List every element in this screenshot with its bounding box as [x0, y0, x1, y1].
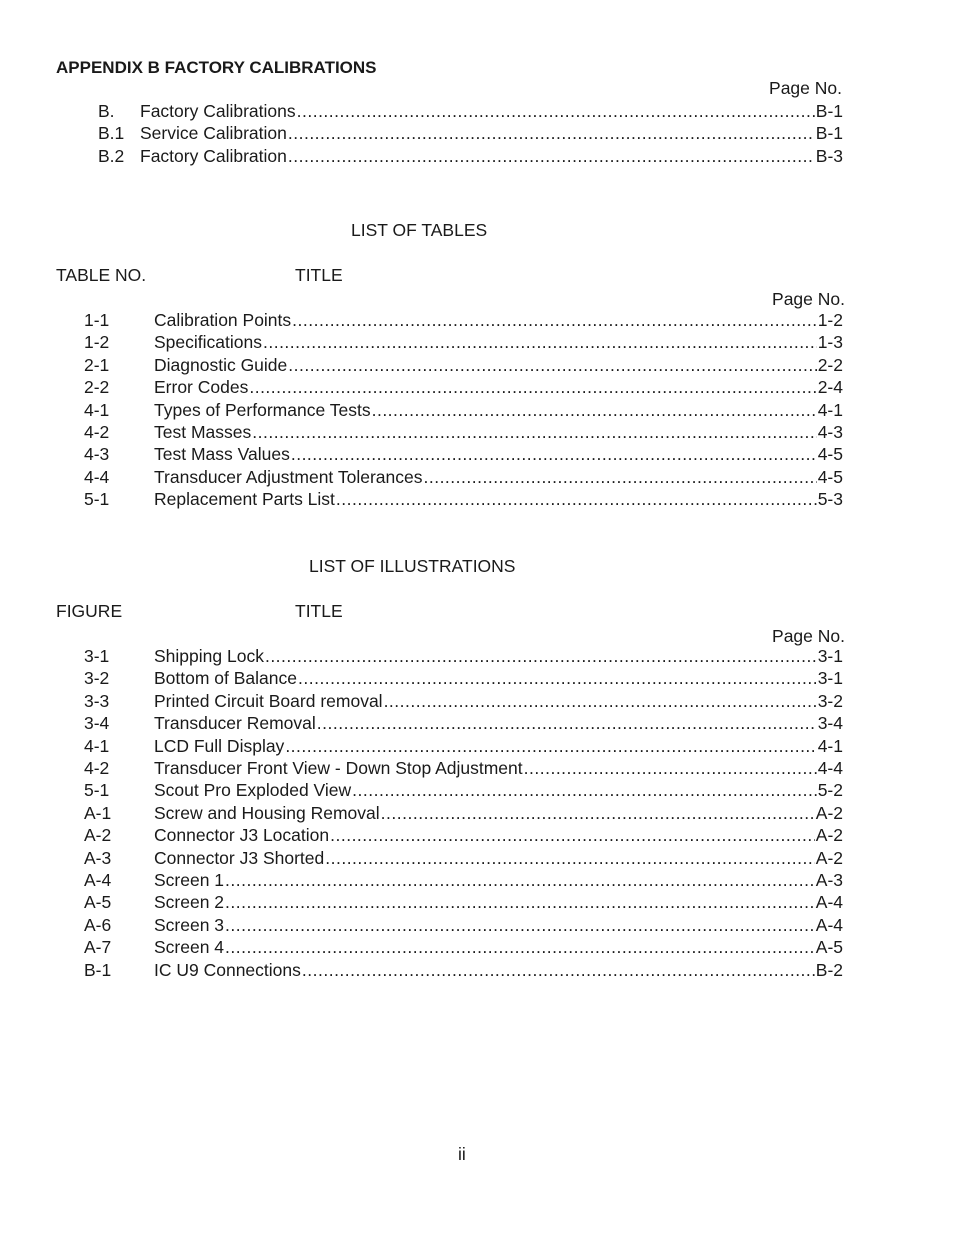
toc-entry [84, 959, 843, 981]
entry-page: B-2 [815, 959, 843, 980]
dot-leader [225, 891, 815, 913]
toc-entry [84, 690, 843, 712]
illustrations-col-no: FIGURE [56, 601, 123, 621]
entry-page: B-3 [815, 145, 843, 166]
dot-leader [336, 488, 817, 510]
entry-title: Scout Pro Exploded View [154, 780, 352, 801]
toc-entry [84, 309, 843, 331]
entry-number: 5-1 [84, 489, 110, 510]
entry-number: 3-1 [84, 646, 110, 666]
illustrations-col-title: TITLE [295, 601, 343, 621]
toc-entry [84, 712, 843, 734]
entry-title: Screen 4 [154, 937, 225, 958]
dot-leader [252, 421, 816, 443]
toc-entry [84, 667, 843, 689]
entry-number: B. [98, 101, 115, 121]
entry-number: 4-2 [84, 758, 110, 778]
entry-page: B-1 [815, 123, 843, 144]
dot-leader [302, 959, 815, 981]
entry-number: 4-2 [84, 422, 110, 442]
entry-number: A-5 [84, 892, 112, 913]
toc-entry [98, 122, 843, 144]
entry-page: A-4 [815, 892, 843, 913]
entry-title: Shipping Lock [154, 646, 264, 666]
entry-title: Factory Calibrations [140, 101, 296, 121]
entry-page: 1-2 [817, 310, 843, 330]
tables-page-no-label: Page No. [772, 289, 845, 309]
dot-leader [288, 145, 815, 167]
dot-leader [372, 399, 817, 421]
entry-number: 2-1 [84, 354, 110, 375]
entry-page: 3-1 [817, 646, 843, 666]
entry-number: 4-3 [84, 444, 110, 465]
entry-title: Calibration Points [154, 310, 292, 330]
toc-entry [84, 399, 843, 421]
entry-number: A-2 [84, 825, 112, 846]
entry-title: Transducer Removal [154, 713, 316, 734]
dot-leader [292, 309, 817, 331]
toc-entry [84, 779, 843, 801]
entry-number: B-1 [84, 959, 112, 980]
appendix-heading: APPENDIX B FACTORY CALIBRATIONS [56, 58, 377, 77]
entry-page: A-2 [815, 847, 843, 868]
dot-leader [330, 824, 815, 846]
entry-title: Specifications [154, 332, 262, 353]
dot-leader [297, 100, 815, 122]
toc-entry [84, 488, 843, 510]
dot-leader [317, 712, 817, 734]
dot-leader [288, 122, 815, 144]
toc-entry [98, 100, 843, 122]
toc-entry [84, 443, 843, 465]
entry-title: IC U9 Connections [154, 959, 301, 980]
entry-page: 2-4 [817, 377, 843, 398]
entry-page: B-1 [815, 101, 843, 121]
toc-entry [84, 645, 843, 667]
entry-title: Connector J3 Location [154, 825, 330, 846]
entry-number: 4-1 [84, 735, 110, 756]
dot-leader [524, 757, 817, 779]
entry-page: 4-5 [817, 466, 843, 487]
entry-title: Service Calibration [140, 123, 287, 144]
entry-number: A-6 [84, 914, 112, 935]
dot-leader [265, 645, 817, 667]
entry-title: Printed Circuit Board removal [154, 690, 383, 711]
entry-number: 2-2 [84, 377, 110, 398]
toc-entry [84, 331, 843, 353]
dot-leader [285, 735, 816, 757]
dot-leader [249, 376, 816, 398]
entry-title: Screen 1 [154, 870, 225, 890]
toc-entry [84, 802, 843, 824]
entry-title: Transducer Front View - Down Stop Adjustment [154, 758, 523, 778]
dot-leader [288, 354, 816, 376]
illustrations-heading: LIST OF ILLUSTRATIONS [309, 556, 516, 576]
entry-number: A-1 [84, 802, 112, 823]
entry-page: 1-3 [817, 332, 843, 353]
entry-number: B.2 [98, 145, 125, 166]
entry-page: 4-1 [817, 735, 843, 756]
entry-page: A-3 [815, 870, 843, 890]
entry-title: Screen 2 [154, 892, 225, 913]
entry-page: A-2 [815, 802, 843, 823]
entry-page: A-4 [815, 914, 843, 935]
entry-page: 2-2 [817, 354, 843, 375]
toc-entry [84, 914, 843, 936]
dot-leader [384, 690, 817, 712]
entry-number: 4-1 [84, 399, 110, 420]
toc-entry [84, 735, 843, 757]
entry-page: 4-1 [817, 399, 843, 420]
entry-title: Replacement Parts List [154, 489, 335, 510]
toc-entry [84, 824, 843, 846]
toc-entry [84, 891, 843, 913]
dot-leader [298, 667, 817, 689]
entry-number: A-3 [84, 847, 112, 868]
dot-leader [423, 466, 816, 488]
toc-entry [84, 936, 843, 958]
entry-page: 3-1 [817, 668, 843, 689]
toc-entry [84, 354, 843, 376]
entry-page: A-5 [815, 937, 843, 958]
entry-number: 1-2 [84, 332, 110, 353]
dot-leader [291, 443, 817, 465]
illustrations-page-no-label: Page No. [772, 626, 845, 646]
entry-page: 4-4 [817, 758, 843, 778]
dot-leader [225, 914, 815, 936]
entry-number: A-4 [84, 870, 112, 890]
entry-number: B.1 [98, 123, 125, 144]
entry-title: Screw and Housing Removal [154, 802, 380, 823]
entry-page: 4-3 [817, 422, 843, 442]
entry-title: Connector J3 Shorted [154, 847, 325, 868]
entry-title: Error Codes [154, 377, 249, 398]
entry-number: 5-1 [84, 780, 110, 801]
dot-leader [225, 869, 815, 891]
toc-entry [84, 466, 843, 488]
dot-leader [381, 802, 815, 824]
dot-leader [225, 936, 815, 958]
entry-title: Diagnostic Guide [154, 354, 288, 375]
entry-title: LCD Full Display [154, 735, 285, 756]
entry-title: Factory Calibration [140, 145, 287, 166]
dot-leader [263, 331, 817, 353]
page-number: ii [458, 1144, 466, 1164]
toc-entry [84, 869, 843, 891]
toc-entry [84, 757, 843, 779]
appendix-page-no-label: Page No. [769, 78, 842, 98]
entry-title: Test Mass Values [154, 444, 290, 465]
entry-number: 3-2 [84, 668, 110, 689]
entry-title: Screen 3 [154, 914, 225, 935]
entry-number: 1-1 [84, 310, 110, 330]
entry-number: A-7 [84, 937, 112, 958]
entry-page: 5-3 [817, 489, 843, 510]
toc-entry [98, 145, 843, 167]
tables-col-title: TITLE [295, 265, 343, 285]
entry-page: 3-4 [817, 713, 843, 734]
dot-leader [325, 847, 815, 869]
entry-title: Test Masses [154, 422, 252, 442]
entry-page: 3-2 [817, 690, 843, 711]
entry-number: 3-3 [84, 690, 110, 711]
entry-title: Types of Performance Tests [154, 399, 371, 420]
toc-entry [84, 421, 843, 443]
toc-entry [84, 376, 843, 398]
entry-title: Bottom of Balance [154, 668, 297, 689]
entry-page: A-2 [815, 825, 843, 846]
tables-heading: LIST OF TABLES [351, 220, 488, 240]
entry-number: 3-4 [84, 713, 110, 734]
dot-leader [352, 779, 817, 801]
entry-title: Transducer Adjustment Tolerances [154, 466, 423, 487]
entry-number: 4-4 [84, 466, 110, 487]
entry-page: 4-5 [817, 444, 843, 465]
toc-entry [84, 847, 843, 869]
entry-page: 5-2 [817, 780, 843, 801]
tables-col-no: TABLE NO. [56, 265, 147, 285]
